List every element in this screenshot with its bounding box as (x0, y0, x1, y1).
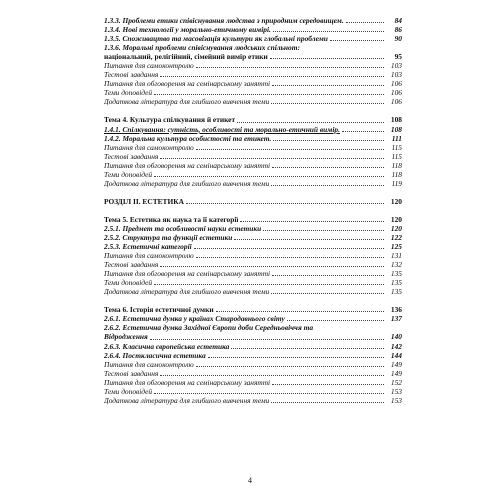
toc-entry (104, 61, 402, 70)
toc-entry-page: 135 (390, 278, 402, 288)
toc-entry-page: 144 (390, 350, 402, 360)
dot-leader (160, 75, 384, 77)
dot-leader (231, 347, 384, 349)
toc-entry-title: Питання для самоконтролю (104, 251, 194, 261)
toc-entry-page: 106 (390, 97, 402, 107)
dot-leader (186, 202, 384, 204)
toc-entry-title: Теми доповідей (104, 88, 153, 98)
toc-entry-page: 95 (394, 52, 402, 62)
toc-entry (104, 125, 402, 134)
toc-entry-title: Питання для обговорення на семінарському занятті (104, 269, 271, 279)
toc-entry-title: 1.3.6. Моральні проблеми співіснування людських спільнот: (104, 43, 300, 53)
toc-entry-page: 120 (390, 223, 402, 233)
toc-entry-page: 120 (390, 214, 402, 224)
toc-entry-title: 1.3.5. Споживацтво та масовізація культури як глобальні проблеми (104, 34, 328, 44)
toc-entry (104, 161, 402, 170)
toc-entry (104, 332, 402, 341)
toc-entry-title: Теми доповідей (104, 278, 153, 288)
dot-leader (272, 383, 384, 385)
toc-entry-title: РОЗДІЛ ІІ. ЕСТЕТИКА (104, 196, 184, 206)
dot-leader (234, 238, 384, 240)
toc-entry (104, 152, 402, 161)
dot-leader (271, 184, 384, 186)
toc-entry (104, 287, 402, 296)
toc-entry-title: 1.3.3. Проблеми етики співіснування людства з природним середовищем. (104, 16, 344, 25)
dot-leader (237, 121, 384, 123)
toc-entry-page: 153 (390, 395, 402, 405)
toc-entry (104, 16, 402, 25)
toc-entry-page: 149 (390, 368, 402, 378)
toc-entry-title: Питання для обговорення на семінарському занятті (104, 79, 271, 89)
toc-entry (104, 170, 402, 179)
toc-entry-title: 1.4.2. Моральна культура особистості та етикет. (104, 133, 272, 143)
toc-entry-title: 1.4.1. Спілкування: сутність, особливості та морально-етичний вимір. (104, 124, 340, 134)
toc-entry-title: Відродження (104, 332, 148, 342)
toc-entry-page: 149 (390, 359, 402, 369)
dot-leader (196, 256, 384, 258)
toc-entry (104, 242, 402, 251)
dot-leader (346, 21, 384, 23)
toc-entry-title: Теми доповідей (104, 386, 153, 396)
dot-leader (271, 102, 384, 104)
toc-entry-page: 136 (390, 305, 402, 315)
toc-entry (104, 369, 402, 378)
toc-entry-page: 135 (390, 269, 402, 279)
toc-entry-title: Тестові завдання (104, 260, 159, 270)
toc-entry-title: Питання для обговорення на семінарському занятті (104, 377, 271, 387)
dot-leader (270, 57, 384, 59)
toc-entry-title: 2.6.1. Естетична думка у країнах Стародавнього світу (104, 314, 285, 324)
toc-entry-title: Тема 6. Історія естетичної думки (104, 305, 214, 315)
toc-entry-title: Додаткова література для глибшого вивчення теми (104, 97, 270, 107)
toc-entry (104, 224, 402, 233)
toc-entry-title: 1.3.4. Нові технології у морально-етичному вимірі. (104, 25, 271, 35)
dot-leader (196, 66, 384, 68)
dot-leader (160, 374, 384, 376)
toc-entry (104, 215, 402, 224)
toc-entry-page: 152 (390, 377, 402, 387)
toc-entry-title: Питання для самоконтролю (104, 359, 194, 369)
toc-entry-page: 119 (391, 178, 402, 188)
toc-entry (104, 278, 402, 287)
dot-leader (271, 292, 384, 294)
toc-entry-page: 125 (390, 242, 402, 252)
toc-entry-title: Додаткова література для глибшого вивчення теми (104, 395, 270, 405)
toc-entry-page: 106 (390, 79, 402, 89)
toc-entry-title: 2.6.2. Естетична думка Західної Європи доби Середньовіччя та (104, 323, 314, 333)
dot-leader (196, 365, 384, 367)
toc-entry-page: 120 (390, 196, 402, 206)
dot-leader (273, 139, 384, 141)
toc-entry-page: 103 (390, 70, 402, 80)
toc-entry-page: 118 (391, 160, 402, 170)
toc-entry-title: Питання для самоконтролю (104, 142, 194, 152)
dot-leader (154, 93, 384, 95)
toc-entry-title: національний, релігійний, сімейний вимір етики (104, 52, 268, 62)
toc-entry-page: 137 (390, 314, 402, 324)
dot-leader (154, 283, 384, 285)
dot-leader (194, 247, 384, 249)
toc-entry-page: 108 (390, 115, 402, 125)
toc-entry-page: 86 (394, 25, 402, 35)
toc-entry (104, 115, 402, 124)
toc-entry-page: 122 (390, 232, 402, 242)
dot-leader (208, 356, 384, 358)
toc-entry (104, 260, 402, 269)
toc-entry (104, 342, 402, 351)
dot-leader (287, 319, 384, 321)
toc-entry-page: 111 (391, 133, 402, 143)
dot-leader (273, 30, 384, 32)
toc-entry-page: 142 (390, 341, 402, 351)
toc-entry (104, 305, 402, 314)
dot-leader (272, 166, 384, 168)
toc-entry-title: Теми доповідей (104, 169, 153, 179)
toc-entry (104, 351, 402, 360)
toc-entry (104, 314, 402, 323)
toc-entry (104, 387, 402, 396)
toc-entry-title: Тема 5. Естетика як наука та її категорії (104, 214, 239, 224)
dot-leader (240, 220, 384, 222)
dot-leader (330, 39, 384, 41)
dot-leader (342, 130, 384, 132)
toc-entry-title: 2.5.3. Естетичні категорії (104, 242, 192, 252)
toc-entry-title: 2.5.1. Предмет та особливості науки естетики (104, 223, 262, 233)
toc-entry-title: Питання для обговорення на семінарському занятті (104, 160, 271, 170)
toc-entry (104, 97, 402, 106)
toc-entry-page: 106 (390, 88, 402, 98)
dot-leader (271, 401, 384, 403)
toc-entry (104, 251, 402, 260)
toc-entry-page: 84 (394, 16, 402, 25)
toc-entry-title: Тестові завдання (104, 70, 159, 80)
dot-leader (263, 229, 384, 231)
toc-entry (104, 396, 402, 405)
dot-leader (154, 175, 384, 177)
toc-entry-page: 153 (390, 386, 402, 396)
toc-entry (104, 52, 402, 61)
dot-leader (272, 84, 384, 86)
toc-entry-page: 140 (390, 332, 402, 342)
page-number: 4 (248, 476, 252, 485)
toc-entry-title: 2.6.3. Класична європейська естетика (104, 341, 230, 351)
toc-entry-title: Питання для самоконтролю (104, 61, 194, 71)
toc-entry-title: Тема 4. Культура спілкування й етикет (104, 115, 236, 125)
toc-entry (104, 233, 402, 242)
toc-entry-page: 135 (390, 287, 402, 297)
toc-entry-page: 108 (390, 124, 402, 134)
dot-leader (160, 157, 384, 159)
toc-entry (104, 88, 402, 97)
toc-entry (104, 378, 402, 387)
toc-entry-page: 115 (391, 151, 402, 161)
dot-leader (272, 274, 384, 276)
toc-entry (104, 269, 402, 278)
table-of-contents (104, 16, 402, 405)
toc-entry-title: Додаткова література для глибшого вивчення теми (104, 287, 270, 297)
toc-entry (104, 360, 402, 369)
dot-leader (160, 265, 384, 267)
toc-entry-page: 131 (390, 251, 402, 261)
toc-entry (104, 197, 402, 206)
toc-entry-page: 103 (390, 61, 402, 71)
toc-entry-page: 90 (394, 34, 402, 44)
toc-entry (104, 143, 402, 152)
dot-leader (216, 310, 384, 312)
toc-entry (104, 70, 402, 79)
toc-entry (104, 323, 402, 332)
toc-entry-title: 2.6.4. Посткласична естетика (104, 350, 206, 360)
toc-entry (104, 79, 402, 88)
toc-entry-page: 132 (390, 260, 402, 270)
toc-entry (104, 43, 402, 52)
toc-entry (104, 179, 402, 188)
toc-entry (104, 134, 402, 143)
toc-entry-title: 2.5.2. Структура та функції естетики (104, 232, 233, 242)
toc-entry-title: Додаткова література для глибшого вивчення теми (104, 178, 270, 188)
dot-leader (196, 148, 384, 150)
toc-entry-page: 118 (391, 169, 402, 179)
toc-entry-title: Тестові завдання (104, 151, 159, 161)
dot-leader (154, 392, 384, 394)
toc-entry-title: Тестові завдання (104, 368, 159, 378)
toc-entry (104, 25, 402, 34)
dot-leader (150, 338, 384, 340)
toc-entry (104, 34, 402, 43)
toc-entry-page: 115 (391, 142, 402, 152)
